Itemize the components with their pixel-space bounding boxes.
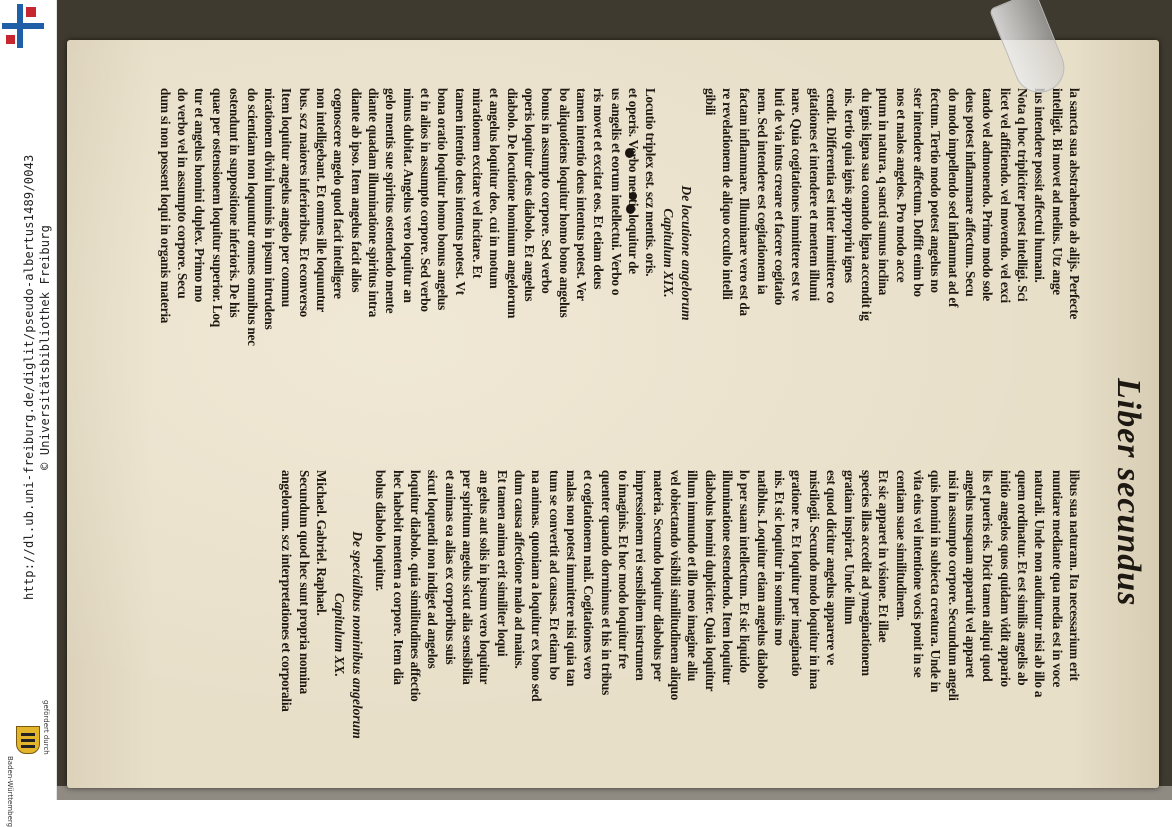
text-line: libus sua naturam. Ita necessarium erit — [1067, 470, 1082, 681]
text-line: hec habebit mentem a corpore. Item dia — [390, 470, 406, 685]
text-line: diante quadam illuminatione spiritus intra — [365, 88, 381, 318]
text-line: et operis. Verbo mentis loquitur de — [626, 88, 642, 274]
text-line: loquitur diabolo. quia similitudines affectio — [407, 470, 423, 702]
text-line: an gelus aut solis in ipsum vero loquitur — [477, 470, 493, 685]
funding-badge — [4, 700, 50, 827]
text-line: angelorum. scz interpretationes et corporalia — [279, 470, 295, 712]
text-line: Locutio triplex est. scz mentis. oris. — [643, 88, 659, 277]
text-line: factam inflammare. Illuminare vero est da — [737, 88, 753, 316]
text-line: diante ab ipso. Item angelus facit alios — [348, 88, 364, 293]
text-line: Et tamen anima erit similiter loqui — [494, 470, 510, 657]
text-line: est quod dicitur angelus apparere ve — [824, 470, 840, 666]
paragraph — [701, 88, 1083, 418]
text-line: Secundum quod hec sunt propria nomina — [296, 470, 312, 694]
text-line: fectum. Tertio modo potest angelus no — [928, 88, 944, 293]
text-line: quenter quando dormimus et his in tribus — [598, 470, 614, 695]
text-line: et animas ea alias ex corporibus suis — [442, 470, 458, 665]
text-line: quae per ostensionem loquitur superior. Loq — [209, 88, 225, 327]
text-line: gitationes et intendere et mentem illumi — [806, 88, 822, 301]
text-line: vita eius vel intentione vocis ponit in se — [910, 470, 926, 678]
text-line: et in alios in assumpto corpore. Sed verbo — [417, 88, 433, 312]
copyright-notice: © Universitätsbibliothek Freiburg — [38, 224, 52, 470]
text-line: Item loquitur angelus angelo per commu — [279, 88, 295, 307]
text-line: per spiritum angelus sicut alia sensibilia — [459, 470, 475, 685]
text-line: nimus dubitat. Angelus vero loquitur an — [400, 88, 416, 303]
text-line: centiam suae similitudinem. — [893, 470, 909, 621]
text-line: la sancta sua abstrahendo ab alijs. Perfecte — [1067, 88, 1082, 320]
text-line: malas non potest immittere nisi quia tan — [564, 470, 580, 687]
chapter-heading: De locutione angelorum — [679, 185, 695, 321]
text-line: et angelus loquitur deo. cui in motum — [487, 88, 503, 289]
text-line: tur et angelus homini duplex. Primo mo — [192, 88, 208, 303]
text-line: materia. Secundo loquitur diabolus per — [650, 470, 666, 682]
running-head: Liber secundus — [1110, 378, 1147, 607]
text-line: illum immundo et illo meo imagine aliu — [685, 470, 701, 682]
document-url[interactable]: http://dl.ub.uni-freiburg.de/diglit/pseudo-albertus1489/0043 — [22, 154, 36, 600]
text-line: bo aliquotiens loquitur homo bono angelus — [556, 88, 572, 318]
text-line: luti de via intus creare et facere cogitatio — [772, 88, 788, 306]
text-line: mistilogii. Secundo modo loquitur in ima — [806, 470, 822, 690]
text-line: nis. Et sic loquitur in somniis mo — [772, 470, 788, 646]
text-line: natiblus. Loquitur etiam angelus diabolo — [754, 470, 770, 689]
text-line: du ignis ligna sua conando ligna accendit ig — [858, 88, 874, 321]
text-line: gelo mentis sue spiritus ostendendo mente — [383, 88, 399, 314]
text-line: us angelis et eorum intellectui. Verbo o — [608, 88, 624, 296]
text-line: re revelationem de aliquo occulto intelli — [720, 88, 736, 300]
text-line: gratione re. Et loquitur per imaginatio — [789, 470, 805, 677]
text-line: sicut loquendi non indiget ad angelos — [425, 470, 441, 669]
text-line: Et sic apparet in visione. Et illae — [876, 470, 892, 643]
text-line: diabolus homini dupliciter. Quia loquitur — [702, 470, 718, 692]
text-line: deus potest inflammare affectum. Secu — [962, 88, 978, 297]
text-line: mirationem excitare vel incitare. Et — [470, 88, 485, 279]
text-line: quis homini in subiecta creatura. Unde in — [928, 470, 944, 693]
text-line: et cogitationem mali. Cogitationes vero — [581, 470, 597, 680]
text-line: intelligit. Bi movet ad melius. Utz ange — [1049, 88, 1065, 295]
text-line: licet vel affitiendo. vel movendo. vel exci — [997, 88, 1013, 303]
funding-label: gefördert durch — [42, 700, 50, 755]
text-line: vel obiectando visibili similitudinem aliquo — [668, 470, 684, 701]
text-column-left — [156, 88, 1083, 418]
text-line: nicationem divini luminis in ipsum intrudens — [261, 88, 277, 330]
text-line: ptum in natura. q sancti sumus inclina — [876, 88, 892, 296]
text-line: do verbo vel in assumpto corpore. Secu — [175, 88, 191, 299]
text-line: impressionem rei sensibilem instrumen — [633, 470, 649, 681]
text-line: nos et malos angelos. Pro modo acce — [893, 88, 909, 283]
viewer-sidebar — [0, 0, 57, 827]
text-line: naturali. Unde non audiuntur nisi ab illo a — [1032, 470, 1048, 698]
book-page — [67, 40, 1159, 788]
text-line: ris movet et excitat eos. Et etiam deus — [591, 88, 607, 290]
text-line: lus intendere possit affectui humani. — [1032, 88, 1048, 283]
text-line: quem ordinatur. Et est similis angelis ab — [1014, 470, 1030, 686]
paragraph — [372, 470, 1083, 800]
text-line: illuminatione ostendendo. Item loquitur — [720, 470, 736, 685]
text-column-right — [278, 470, 1083, 800]
text-line: nare. Quia cogitationes immittere est ve — [789, 88, 805, 301]
text-line: nisi in assumpto corpore. Secundum angeli — [945, 470, 961, 701]
text-line: dum causa affectione malo ad maius. — [512, 470, 527, 669]
text-line: tamen intentio deus intentus potest. Vt — [452, 88, 468, 295]
text-line: lis et pueris eis. Dicit tamen aliqui quod — [980, 470, 996, 682]
text-line: initio angelos quos quidam vidit appario — [997, 470, 1013, 687]
text-line: do modo impellendo sed inflammat ad ef — [945, 88, 961, 308]
page-scan — [57, 0, 1172, 800]
text-line: nuntiare mediante qua media est in voce — [1049, 470, 1065, 688]
text-line: tamen intentio deus intentus potest. Ver — [574, 88, 590, 301]
text-line: species illas accedit ad ymaginationem — [858, 470, 874, 676]
text-line: bolus diabolo loquitur. — [373, 470, 389, 591]
text-line: nem. Sed intendere est cogitationem ia — [754, 88, 770, 295]
text-line: bona oratio loquitur homo bonus angelus — [435, 88, 451, 310]
paragraph — [156, 88, 659, 418]
text-line: nis. tertio quia ignis appropriu ignes — [841, 88, 857, 283]
text-line: bonus in assumpto corpore. Sed verbo — [539, 88, 555, 294]
text-line: ostendunt in suppositione inferioris. De his — [227, 88, 243, 318]
text-line: diabolo. De locutione hominum angelorum — [504, 88, 520, 319]
text-line: do scientiam non loquuntur omnes omnibus nec — [244, 88, 260, 346]
text-line: non intelligebant. Et omnes ille loquuntur — [313, 88, 329, 312]
rotated-text-block — [157, 88, 1147, 800]
text-line: bus. scz maiores inferioribus. Et econverso — [296, 88, 312, 317]
text-line: tum se convertit ad causas. Et etiam bo — [546, 470, 562, 681]
text-line: operis loquitur deus diabolo. Et angelus — [522, 88, 538, 302]
chapter-heading: De specialibus nominibus angelorum — [349, 531, 365, 739]
text-line: na animas. quoniam a loquitur ex bono sed — [529, 470, 545, 702]
text-line: lo per suam intellectum. Et sic liquido — [737, 470, 753, 673]
text-line: gratiam inspirat. Unde illum — [841, 470, 857, 625]
text-line: cendit. Differentia est inter immittere co — [824, 88, 840, 304]
coat-of-arms-icon — [16, 726, 40, 754]
paragraph — [278, 470, 330, 800]
text-line: cognoscere angelo quod facit intelligere — [331, 88, 347, 299]
text-line: Nota q hoc tripliciter potest intelligi. Sci — [1014, 88, 1030, 302]
text-line: tando vel admonendo. Primo modo sole — [980, 88, 996, 301]
text-line: ster intendere affectum. Doffit enim bo — [910, 88, 926, 297]
text-line: to imaginis. Et hoc modo loquitur fre — [616, 470, 632, 669]
text-line: dum si non possent loqui in organis materia — [157, 88, 173, 324]
text-line: angelus nusquam apparuit vel apparet — [962, 470, 978, 678]
text-line: Michael. Gabriel. Raphael. — [313, 470, 329, 616]
text-line: gibili — [702, 88, 718, 116]
chapter-number: Capitulum XX. — [331, 592, 347, 678]
chapter-number: Capitulum XIX. — [661, 208, 677, 298]
funding-name: Baden-Württemberg — [6, 756, 14, 827]
university-logo-icon[interactable] — [2, 4, 44, 48]
